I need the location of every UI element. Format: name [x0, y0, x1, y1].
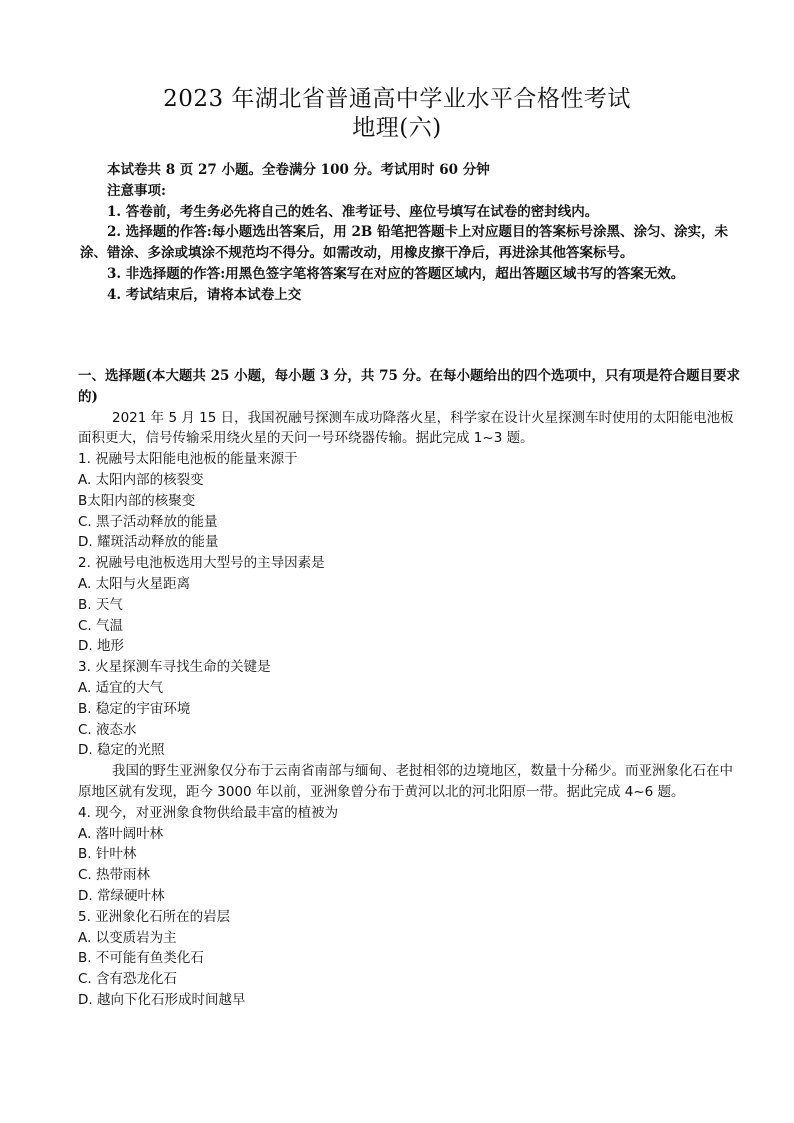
answer-option: C. 热带雨林 — [78, 867, 151, 884]
answer-option: A. 以变质岩为主 — [78, 929, 177, 946]
answer-option: B太阳内部的核聚变 — [78, 492, 196, 509]
answer-option: A. 适宜的大气 — [78, 679, 164, 696]
answer-option: A. 落叶阔叶林 — [78, 825, 164, 842]
reading-passage: 2021 年 5 月 15 日，我国祝融号探测车成功降落火星，科学家在设计火星探测车时使用的太阳能电池板面积更大，信号传输采用绕火星的天问一号环绕器传输。据此完成 1~3 题。 — [78, 409, 734, 447]
exam-title: 2023 年湖北省普通高中学业水平合格性考试 — [163, 86, 631, 112]
question-stem: 2. 祝融号电池板选用大型号的主导因素是 — [78, 555, 325, 572]
note-item: 1. 答卷前，考生务必先将自己的姓名、准考证号、座位号填写在试卷的密封线内。 — [107, 203, 599, 220]
answer-option: D. 耀斑活动释放的能量 — [78, 534, 219, 551]
answer-option: B. 天气 — [78, 596, 123, 613]
answer-option: C. 含有恐龙化石 — [78, 971, 178, 988]
note-item: 2. 选择题的作答:每小题选出答案后，用 2B 铅笔把答题卡上对应题目的答案标号涂黑、涂匀、涂实，未涂、错涂、多涂或填涂不规范均不得分。如需改动，用橡皮擦干净后，再进涂其他答案标号。 — [80, 224, 728, 262]
question-stem: 4. 现今，对亚洲象食物供给最丰富的植被为 — [78, 804, 339, 821]
exam-subject: 地理(六) — [352, 115, 442, 141]
note-item: 4. 考试结束后，请将本试卷上交 — [107, 286, 302, 303]
answer-option: A. 太阳与火星距离 — [78, 575, 191, 592]
multiple-choice-section — [78, 366, 742, 1011]
section-heading: 一、选择题(本大题共 25 小题，每小题 3 分，共 75 分。在每小题给出的四个选项中，只有项是符合题目要求的) — [78, 368, 741, 405]
answer-option: B. 稳定的宇宙环境 — [78, 700, 191, 717]
question-stem: 3. 火星探测车寻找生命的关键是 — [78, 659, 271, 676]
note-item: 3. 非选择题的作答:用黑色签字笔将答案写在对应的答题区域内，超出答题区域书写的答案无效。 — [107, 265, 685, 282]
answer-option: B. 针叶林 — [78, 846, 137, 863]
answer-option: D. 越向下化石形成时间越早 — [78, 991, 246, 1008]
answer-option: D. 稳定的光照 — [78, 742, 165, 759]
question-stem: 5. 亚洲象化石所在的岩层 — [78, 908, 231, 925]
notes-heading: 注意事项: — [107, 182, 166, 199]
answer-option: C. 气温 — [78, 617, 124, 634]
reading-passage: 我国的野生亚洲象仅分布于云南省南部与缅甸、老挝相邻的边境地区，数量十分稀少。而亚洲象化石在中原地区就有发现，距今 3000 年以前，亚洲象曾分布于黄河以北的河北阳原一带。据此完成 4~6 题。 — [78, 763, 733, 800]
answer-option: D. 地形 — [78, 638, 124, 655]
answer-option: A. 太阳内部的核裂变 — [78, 471, 204, 488]
instructions — [80, 160, 740, 306]
answer-option: D. 常绿硬叶林 — [78, 887, 165, 904]
answer-option: C. 黑子活动释放的能量 — [78, 513, 218, 530]
answer-option: B. 不可能有鱼类化石 — [78, 950, 204, 967]
answer-option: C. 液态水 — [78, 721, 137, 738]
question-stem: 1. 祝融号太阳能电池板的能量来源于 — [78, 451, 298, 468]
exam-summary: 本试卷共 8 页 27 小题。全卷满分 100 分。考试用时 60 分钟 — [107, 162, 490, 178]
